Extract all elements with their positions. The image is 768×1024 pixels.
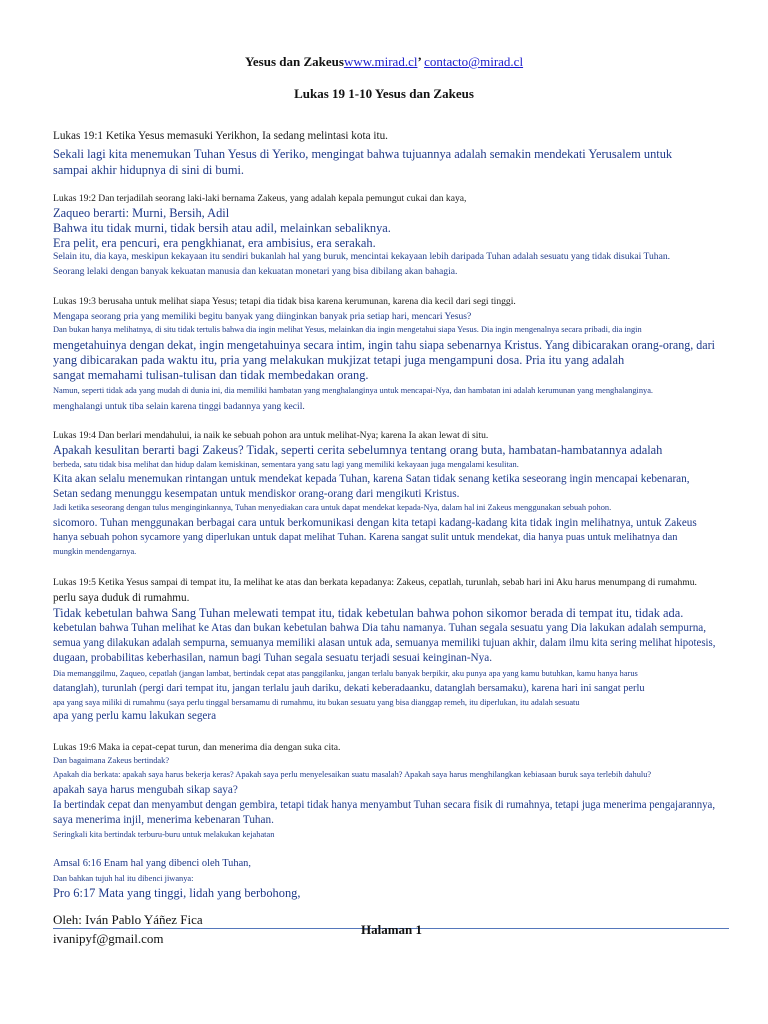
commentary-line: Dia memanggilmu, Zaqueo, cepatlah (jangan lambat, bertindak cepat atas panggilanku, jangan terlalu banyak berpikir, aku punya apa yang kamu butuhkan, kamu hanya harus <box>53 669 638 678</box>
verse-19-5-cont: perlu saya duduk di rumahmu. <box>53 592 190 604</box>
commentary-line: Mengapa seorang pria yang memiliki begitu banyak yang diinginkan banyak pria setiap hari, mencari Yesus? <box>53 311 472 322</box>
commentary-line: Tidak kebetulan bahwa Sang Tuhan melewati tempat itu, tidak kebetulan bahwa pohon sikomor berada di tempat itu, tidak ada. <box>53 606 684 620</box>
commentary-line: sangat memahami tulisan-tulisan dan tidak membedakan orang. <box>53 368 369 382</box>
verse-19-5: Lukas 19:5 Ketika Yesus sampai di tempat itu, Ia melihat ke atas dan berkata kepadanya: Zakeus, cepatlah, turunlah, sebab hari ini Aku harus menumpang di rumahmu. <box>53 577 697 588</box>
proverbs-line: Dan bahkan tujuh hal itu dibenci jiwanya: <box>53 874 194 883</box>
commentary-line: hanya sebuah pohon sycamore yang diperlukan untuk dapat melihat Tuhan. Karena sangat sulit untuk mendekat, dia hanya puas untuk melihatnya dan <box>53 532 678 543</box>
header-email-link[interactable]: contacto@mirad.cl <box>424 54 524 69</box>
commentary-line: dugaan, probabilitas keberhasilan, namun bagi Tuhan segala sesuatu terjadi sesuai keinginan-Nya. <box>53 652 492 664</box>
verse-19-4: Lukas 19:4 Dan berlari mendahului, ia naik ke sebuah pohon ara untuk melihat-Nya; karena Ia akan lewat di situ. <box>53 430 489 441</box>
header-website-link[interactable]: www.mirad.cl <box>343 54 418 69</box>
commentary-line: Apakah dia berkata: apakah saya harus bekerja keras? Apakah saya perlu menyelesaikan suatu masalah? Apakah saya harus menghilangkan kebiasaan buruk saya terlebih dahulu? <box>53 770 652 779</box>
commentary-line: Apakah kesulitan berarti bagi Zakeus? Tidak, seperti cerita sebelumnya tentang orang buta, hambatan-hambatannya adalah <box>53 443 663 457</box>
commentary-line: apa yang saya miliki di rumahmu (saya perlu tinggal bersamamu di rumahmu, itu bukan sesuatu yang bisa dianggap remeh, itu diperlukan, itu adalah sesuatu <box>53 698 580 707</box>
commentary-line: Sekali lagi kita menemukan Tuhan Yesus di Yeriko, mengingat bahwa tujuannya adalah semakin mendekati Yerusalem untuk <box>53 147 673 161</box>
commentary-line: Zaqueo berarti: Murni, Bersih, Adil <box>53 206 230 220</box>
commentary-line: Setan sedang menunggu kesempatan untuk mendiskor orang-orang dari mengikuti Kristus. <box>53 488 460 500</box>
proverbs-line: Amsal 6:16 Enam hal yang dibenci oleh Tuhan, <box>53 858 251 869</box>
proverbs-line: Pro 6:17 Mata yang tinggi, lidah yang berbohong, <box>53 886 301 900</box>
verse-19-6: Lukas 19:6 Maka ia cepat-cepat turun, dan menerima dia dengan suka cita. <box>53 742 341 753</box>
header-title: Yesus dan Zakeus <box>244 54 344 69</box>
commentary-line: berbeda, satu tidak bisa melihat dan hidup dalam kemiskinan, sementara yang satu lagi yang memiliki kekayaan juga mengalami kesulitan. <box>53 460 519 469</box>
footer-email: ivanipyf@gmail.com <box>53 931 164 946</box>
commentary-line: Seringkali kita bertindak terburu-buru untuk melakukan kejahatan <box>53 830 275 839</box>
commentary-line: mengetahuinya dengan dekat, ingin mengetahuinya secara intim, ingin tahu siapa sebenarnya Kristus. Yang dibicarakan orang-orang, dari <box>53 338 715 352</box>
commentary-line: apa yang perlu kamu lakukan segera <box>53 710 217 722</box>
commentary-line: mungkin mendengarnya. <box>53 547 137 556</box>
commentary-line: semua yang dilakukan adalah sempurna, semuanya memiliki alasan untuk ada, semuanya memiliki tujuan akhir, dalam ilmu kita sering melihat hipotesis, <box>53 637 716 649</box>
verse-19-3: Lukas 19:3 berusaha untuk melihat siapa Yesus; tetapi dia tidak bisa karena kerumunan, karena dia kecil dari segi tinggi. <box>53 296 516 307</box>
commentary-line: menghalangi untuk tiba selain karena tinggi badannya yang kecil. <box>53 401 305 412</box>
commentary-line: Jadi ketika seseorang dengan tulus menginginkannya, Tuhan menyediakan cara untuk dapat mendekat kepada-Nya, dalam hal ini Zakeus menggunakan sebuah pohon. <box>53 503 612 512</box>
commentary-line: Dan bagaimana Zakeus bertindak? <box>53 756 170 765</box>
commentary-line: datanglah), turunlah (pergi dari tempat itu, jangan terlalu jauh dariku, dekati keberadaanku, datanglah bersamaku), karena hari ini sangat perlu <box>53 683 645 694</box>
commentary-line: sampai akhir hidupnya di sini di bumi. <box>53 163 245 177</box>
commentary-line: apakah saya harus mengubah sikap saya? <box>53 784 238 796</box>
commentary-line: Era pelit, era pencuri, era pengkhianat, era ambisius, era serakah. <box>53 236 376 250</box>
verse-19-1: Lukas 19:1 Ketika Yesus memasuki Yerikhon, Ia sedang melintasi kota itu. <box>53 130 388 142</box>
commentary-line: Ia bertindak cepat dan menyambut dengan gembira, tetapi tidak hanya menyambut Tuhan secara fisik di rumahnya, tetapi juga menerima pengajarannya, <box>53 799 716 811</box>
commentary-line: yang dibicarakan pada waktu itu, pria yang melakukan mukjizat tetapi juga mengampuni dosa. Pria itu yang adalah <box>53 353 625 367</box>
document-title: Lukas 19 1-10 Yesus dan Zakeus <box>294 86 474 101</box>
footer-author: Oleh: Iván Pablo Yáñez Fica <box>53 912 203 927</box>
commentary-line: saya menerima injil, menerima kebenaran Tuhan. <box>53 814 274 826</box>
page-header <box>0 54 768 70</box>
verse-19-2: Lukas 19:2 Dan terjadilah seorang laki-laki bernama Zakeus, yang adalah kepala pemungut cukai dan kaya, <box>53 193 467 204</box>
commentary-line: sicomoro. Tuhan menggunakan berbagai cara untuk berkomunikasi dengan kita tetapi kadang-kadang kita tidak ingin melihatnya, untuk Zakeus <box>53 517 697 529</box>
commentary-line: Selain itu, dia kaya, meskipun kekayaan itu sendiri bukanlah hal yang buruk, mencintai kekayaan lebih daripada Tuhan adalah sesuatu yang tidak disukai Tuhan. <box>53 251 671 262</box>
commentary-line: Bahwa itu tidak murni, tidak bersih atau adil, melainkan sebaliknya. <box>53 221 391 235</box>
commentary-line: Seorang lelaki dengan banyak kekuatan manusia dan kekuatan monetari yang bisa dibilang akan bahagia. <box>53 266 458 277</box>
commentary-line: Dan bukan hanya melihatnya, di situ tidak tertulis bahwa dia ingin melihat Yesus, melainkan dia ingin mengetahui siapa Yesus. Dia ingin mengenalnya secara pribadi, dia ingin <box>53 325 642 334</box>
commentary-line: kebetulan bahwa Tuhan melihat ke Atas dan bukan kebetulan bahwa Dia tahu namanya. Tuhan segala sesuatu yang Dia lakukan adalah sempurna, <box>53 622 707 634</box>
header-separator: ’ <box>417 54 425 69</box>
commentary-line: Namun, seperti tidak ada yang mudah di dunia ini, dia memiliki hambatan yang menghalanginya untuk mencapai-Nya, dan hambatan ini adalah kerumunan yang menghalanginya. <box>53 386 654 395</box>
footer-page-number: Halaman 1 <box>361 922 423 937</box>
commentary-line: Kita akan selalu menemukan rintangan untuk mendekat kepada Tuhan, karena Satan tidak senang ketika seseorang ingin mencapai kebenaran, <box>53 473 690 485</box>
